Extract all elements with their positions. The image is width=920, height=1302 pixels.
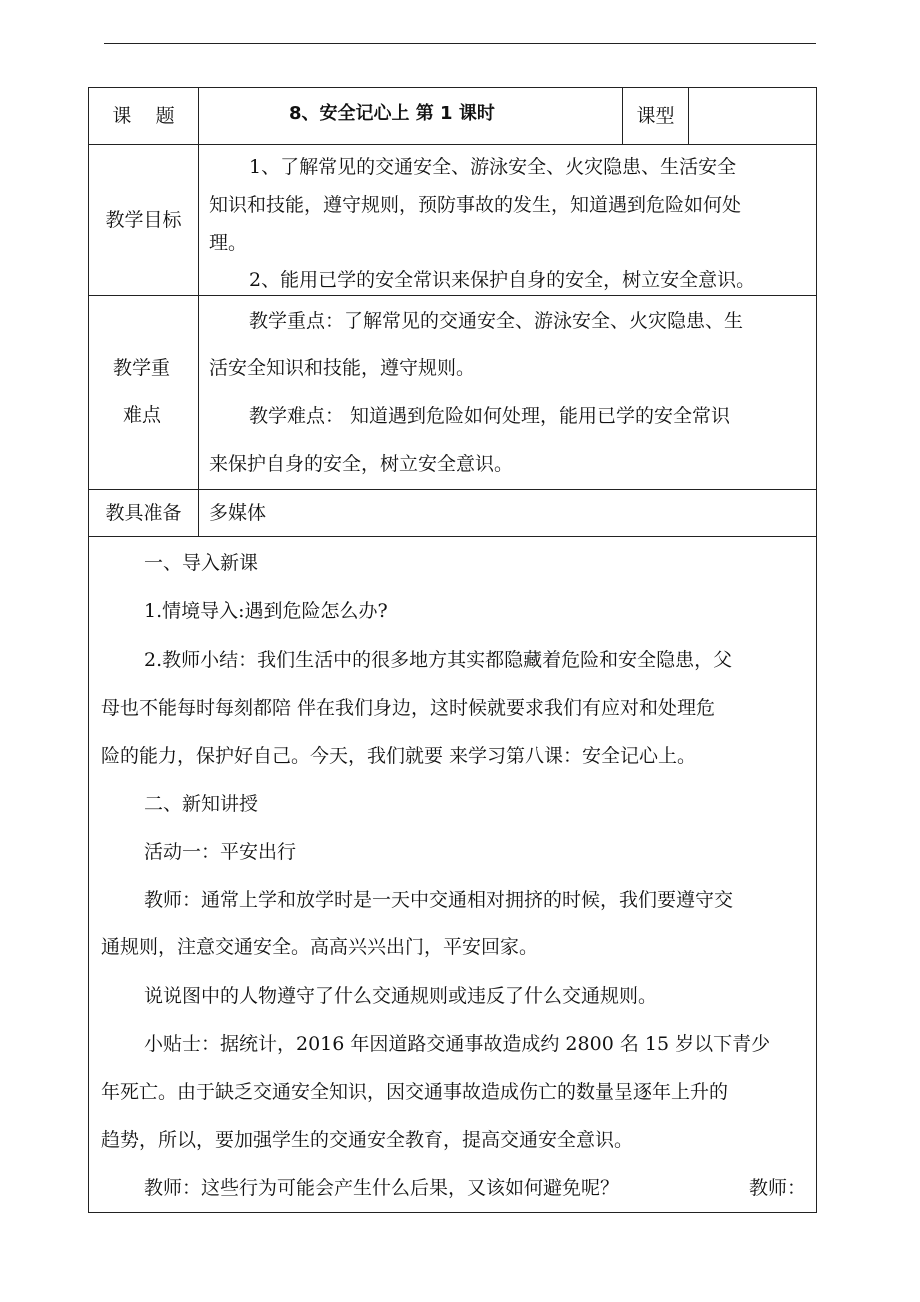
process-line: 母也不能每时每刻都陪 伴在我们身边，这时候就要求我们有应对和处理危 <box>101 697 716 719</box>
process-line-end: 教师： <box>749 1177 807 1199</box>
process-line: 1.情境导入:遇到危险怎么办? <box>144 600 388 622</box>
process-line: 二、新知讲授 <box>144 793 259 815</box>
goals-line: 1、了解常见的交通安全、游泳安全、火灾隐患、生活安全 <box>249 156 737 178</box>
tools-value-cell <box>198 489 817 537</box>
keypoints-label-line1: 教学重 <box>113 357 171 379</box>
goals-content-cell <box>198 144 817 296</box>
process-line: 年死亡。由于缺乏交通安全知识，因交通事故造成伤亡的数量呈逐年上升的 <box>101 1081 729 1103</box>
keypoints-line: 教学难点： 知道遇到危险如何处理，能用已学的安全常识 <box>249 405 731 427</box>
type-label: 课型 <box>636 105 675 127</box>
type-label-cell <box>622 87 689 145</box>
subject-label-cell <box>88 87 199 145</box>
process-line: 一、导入新课 <box>144 552 259 574</box>
tools-label-cell <box>88 489 199 537</box>
goals-line: 理。 <box>209 232 248 254</box>
process-line: 趋势，所以，要加强学生的交通安全教育，提高交通安全意识。 <box>101 1129 634 1151</box>
keypoints-line: 来保护自身的安全，树立安全意识。 <box>209 453 514 475</box>
goals-label-cell <box>88 144 199 296</box>
title-cell <box>198 87 623 145</box>
tools-value: 多媒体 <box>209 502 267 524</box>
process-line: 活动一：平安出行 <box>144 841 297 863</box>
process-cell <box>88 536 817 1213</box>
process-line: 2.教师小结：我们生活中的很多地方其实都隐藏着危险和安全隐患，父 <box>144 649 733 671</box>
keypoints-label-line2: 难点 <box>123 404 162 426</box>
process-line: 说说图中的人物遵守了什么交通规则或违反了什么交通规则。 <box>144 985 658 1007</box>
keypoints-line: 活安全知识和技能，遵守规则。 <box>209 357 476 379</box>
goals-line: 2、能用已学的安全常识来保护自身的安全，树立安全意识。 <box>249 269 756 291</box>
type-value-cell <box>688 87 817 145</box>
tools-label: 教具准备 <box>105 502 182 524</box>
process-line: 小贴士：据统计，2016 年因道路交通事故造成约 2800 名 15 岁以下青少 <box>144 1033 771 1055</box>
keypoints-label-cell <box>88 295 199 490</box>
keypoints-content-cell <box>198 295 817 490</box>
header-rule <box>104 43 816 44</box>
goals-line: 知识和技能，遵守规则，预防事故的发生，知道遇到危险如何处 <box>209 194 742 216</box>
process-line: 教师：通常上学和放学时是一天中交通相对拥挤的时候，我们要遵守交 <box>144 889 734 911</box>
process-line: 通规则，注意交通安全。高高兴兴出门，平安回家。 <box>101 936 539 958</box>
goals-label: 教学目标 <box>105 209 182 231</box>
keypoints-line: 教学重点：了解常见的交通安全、游泳安全、火灾隐患、生 <box>249 310 744 332</box>
process-line: 险的能力，保护好自己。今天，我们就要 来学习第八课：安全记心上。 <box>101 745 697 767</box>
subject-label: 课 题 <box>112 105 175 127</box>
process-line: 教师：这些行为可能会产生什么后果，又该如何避免呢？ <box>144 1177 620 1199</box>
lesson-title: 8、安全记心上 第 1 课时 <box>289 103 495 124</box>
